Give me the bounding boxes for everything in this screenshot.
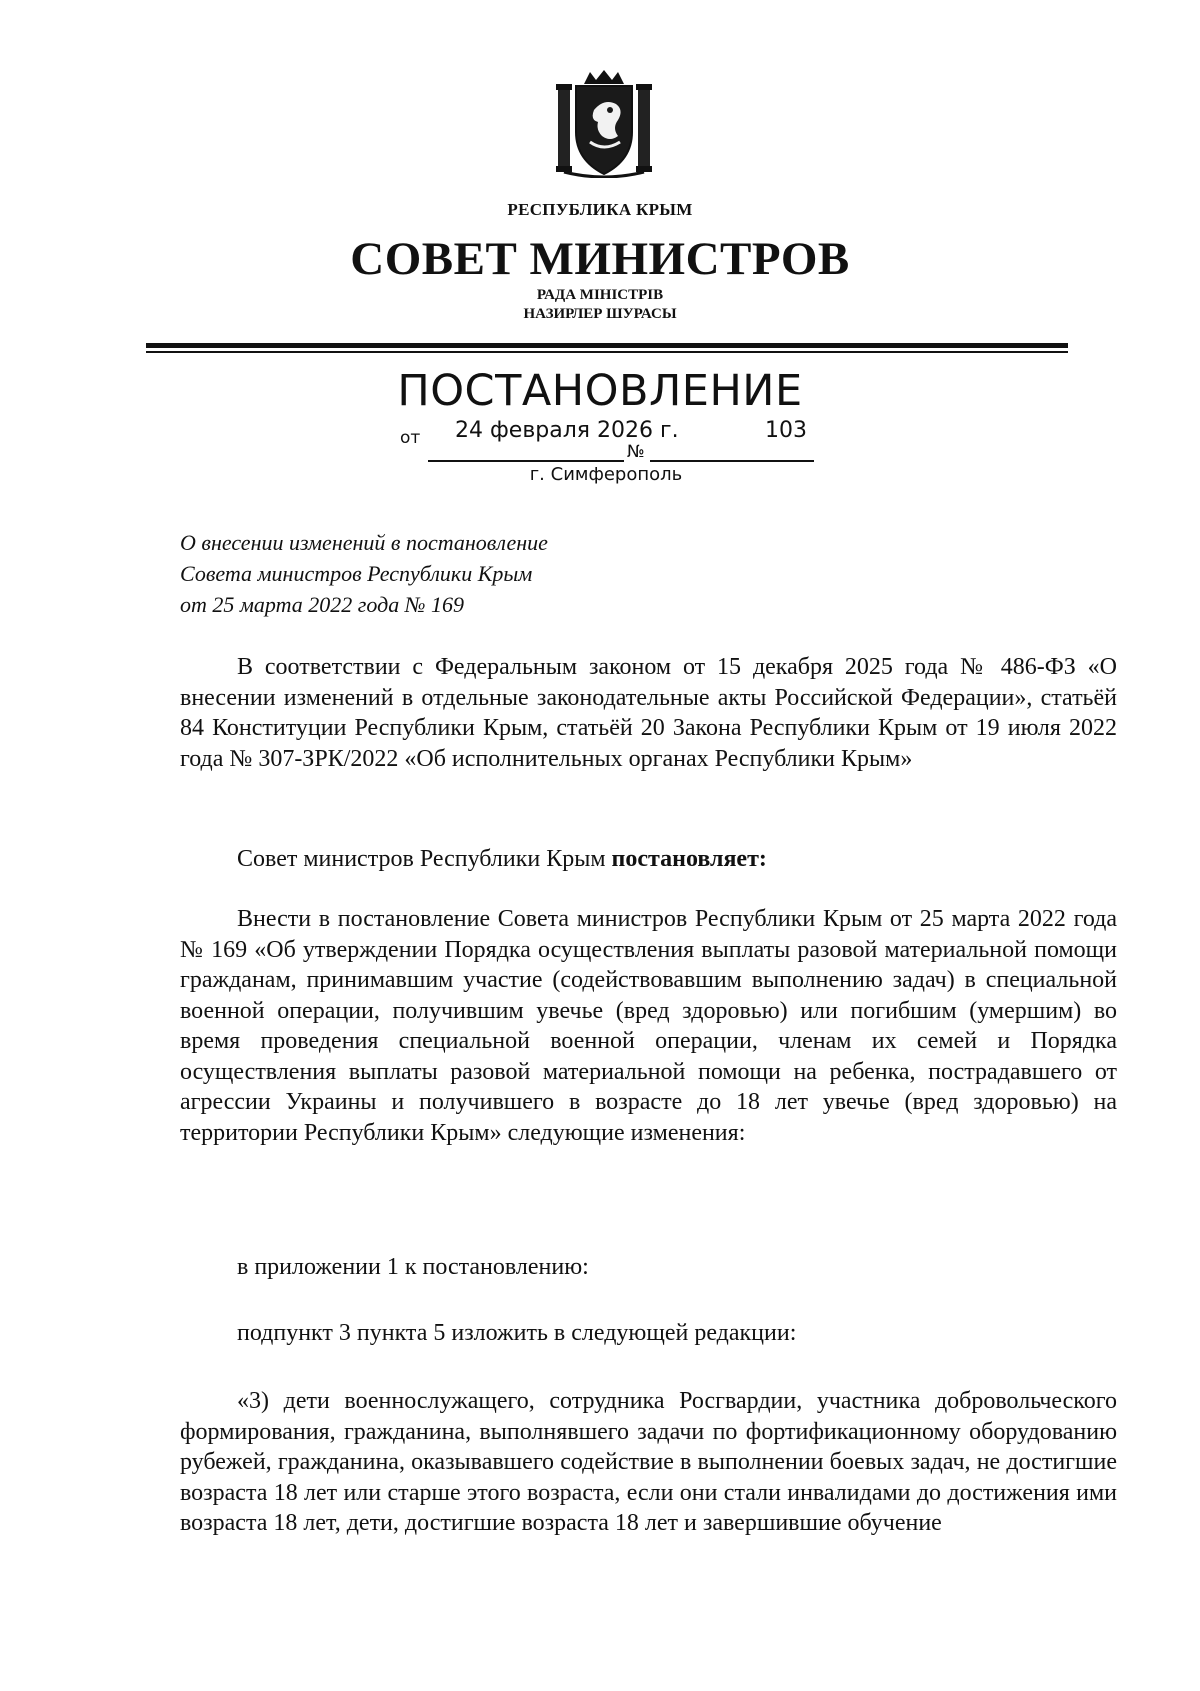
document-number: 103 [765, 418, 807, 443]
number-underline [650, 460, 814, 462]
new-subclause-text: «3) дети военнослужащего, сотрудника Росгвардии, участника добровольческого формирования, гражданина, выполнявшего задачи по фортификационному оборудованию рубежей, гражданина, оказывавшего содействие в выполнении боевых задач, не достигшие возраста 18 лет или старше этого возраста, если они стали инвалидами до достижения ими возраста 18 лет, дети, достигшие возраста 18 лет и завершившие обучение [180, 1388, 1117, 1536]
header-divider-thin [146, 351, 1068, 353]
resolution-clause-lead: Совет министров Республики Крым [237, 846, 612, 872]
council-title-ukrainian: РАДА МІНІСТРІВ [536, 287, 664, 303]
resolution-clause-verb: постановляет: [611, 846, 767, 872]
date-prefix: от [400, 428, 421, 448]
date-underline [428, 460, 624, 462]
document-city: г. Симферополь [529, 464, 683, 485]
subclause-instruction: подпункт 3 пункта 5 изложить в следующей редакции: [237, 1320, 797, 1346]
council-title-translations [0, 286, 1200, 324]
document-date: 24 февраля 2026 г. [455, 418, 679, 443]
appendix-reference: в приложении 1 к постановлению: [237, 1254, 589, 1280]
crimea-coat-of-arms-emblem [554, 70, 654, 178]
republic-name: РЕСПУБЛИКА КРЫМ [507, 200, 693, 219]
subject-line: Совета министров Республики Крым [180, 561, 533, 586]
document-subject [180, 527, 548, 620]
preamble-paragraph: В соответствии с Федеральным законом от 15 декабря 2025 года № 486-ФЗ «О внесении изменений в отдельные законодательные акты Российской Федерации», статьёй 84 Конституции Республики Крым, статьёй 20 Закона Республики Крым от 19 июля 2022 года № 307-ЗРК/2022 «Об исполнительных органах Республики Крым» [180, 654, 1117, 772]
council-title: СОВЕТ МИНИСТРОВ [350, 233, 850, 285]
header-divider-thick [146, 343, 1068, 348]
resolution-clause [180, 844, 1117, 875]
council-title-crimean-tatar: НАЗИРЛЕР ШУРАСЫ [523, 306, 677, 322]
document-type-heading: ПОСТАНОВЛЕНИЕ [397, 366, 803, 416]
subject-line: от 25 марта 2022 года № 169 [180, 592, 464, 617]
amendment-paragraph: Внести в постановление Совета министров Республики Крым от 25 марта 2022 года № 169 «Об утверждении Порядка осуществления выплаты разовой материальной помощи гражданам, принимавшим участие (содействовавшим выполнению задач) в специальной военной операции, получившим увечье (вред здоровью) или погибшим (умершим) во время проведения специальной военной операции, членам их семей и Порядка осуществления выплаты разовой материальной помощи на ребенка, пострадавшего от агрессии Украины и получившего в возрасте до 18 лет увечье (вред здоровью) на территории Республики Крым» следующие изменения: [180, 906, 1117, 1146]
number-sign: № [627, 442, 645, 462]
subject-line: О внесении изменений в постановление [180, 530, 548, 555]
